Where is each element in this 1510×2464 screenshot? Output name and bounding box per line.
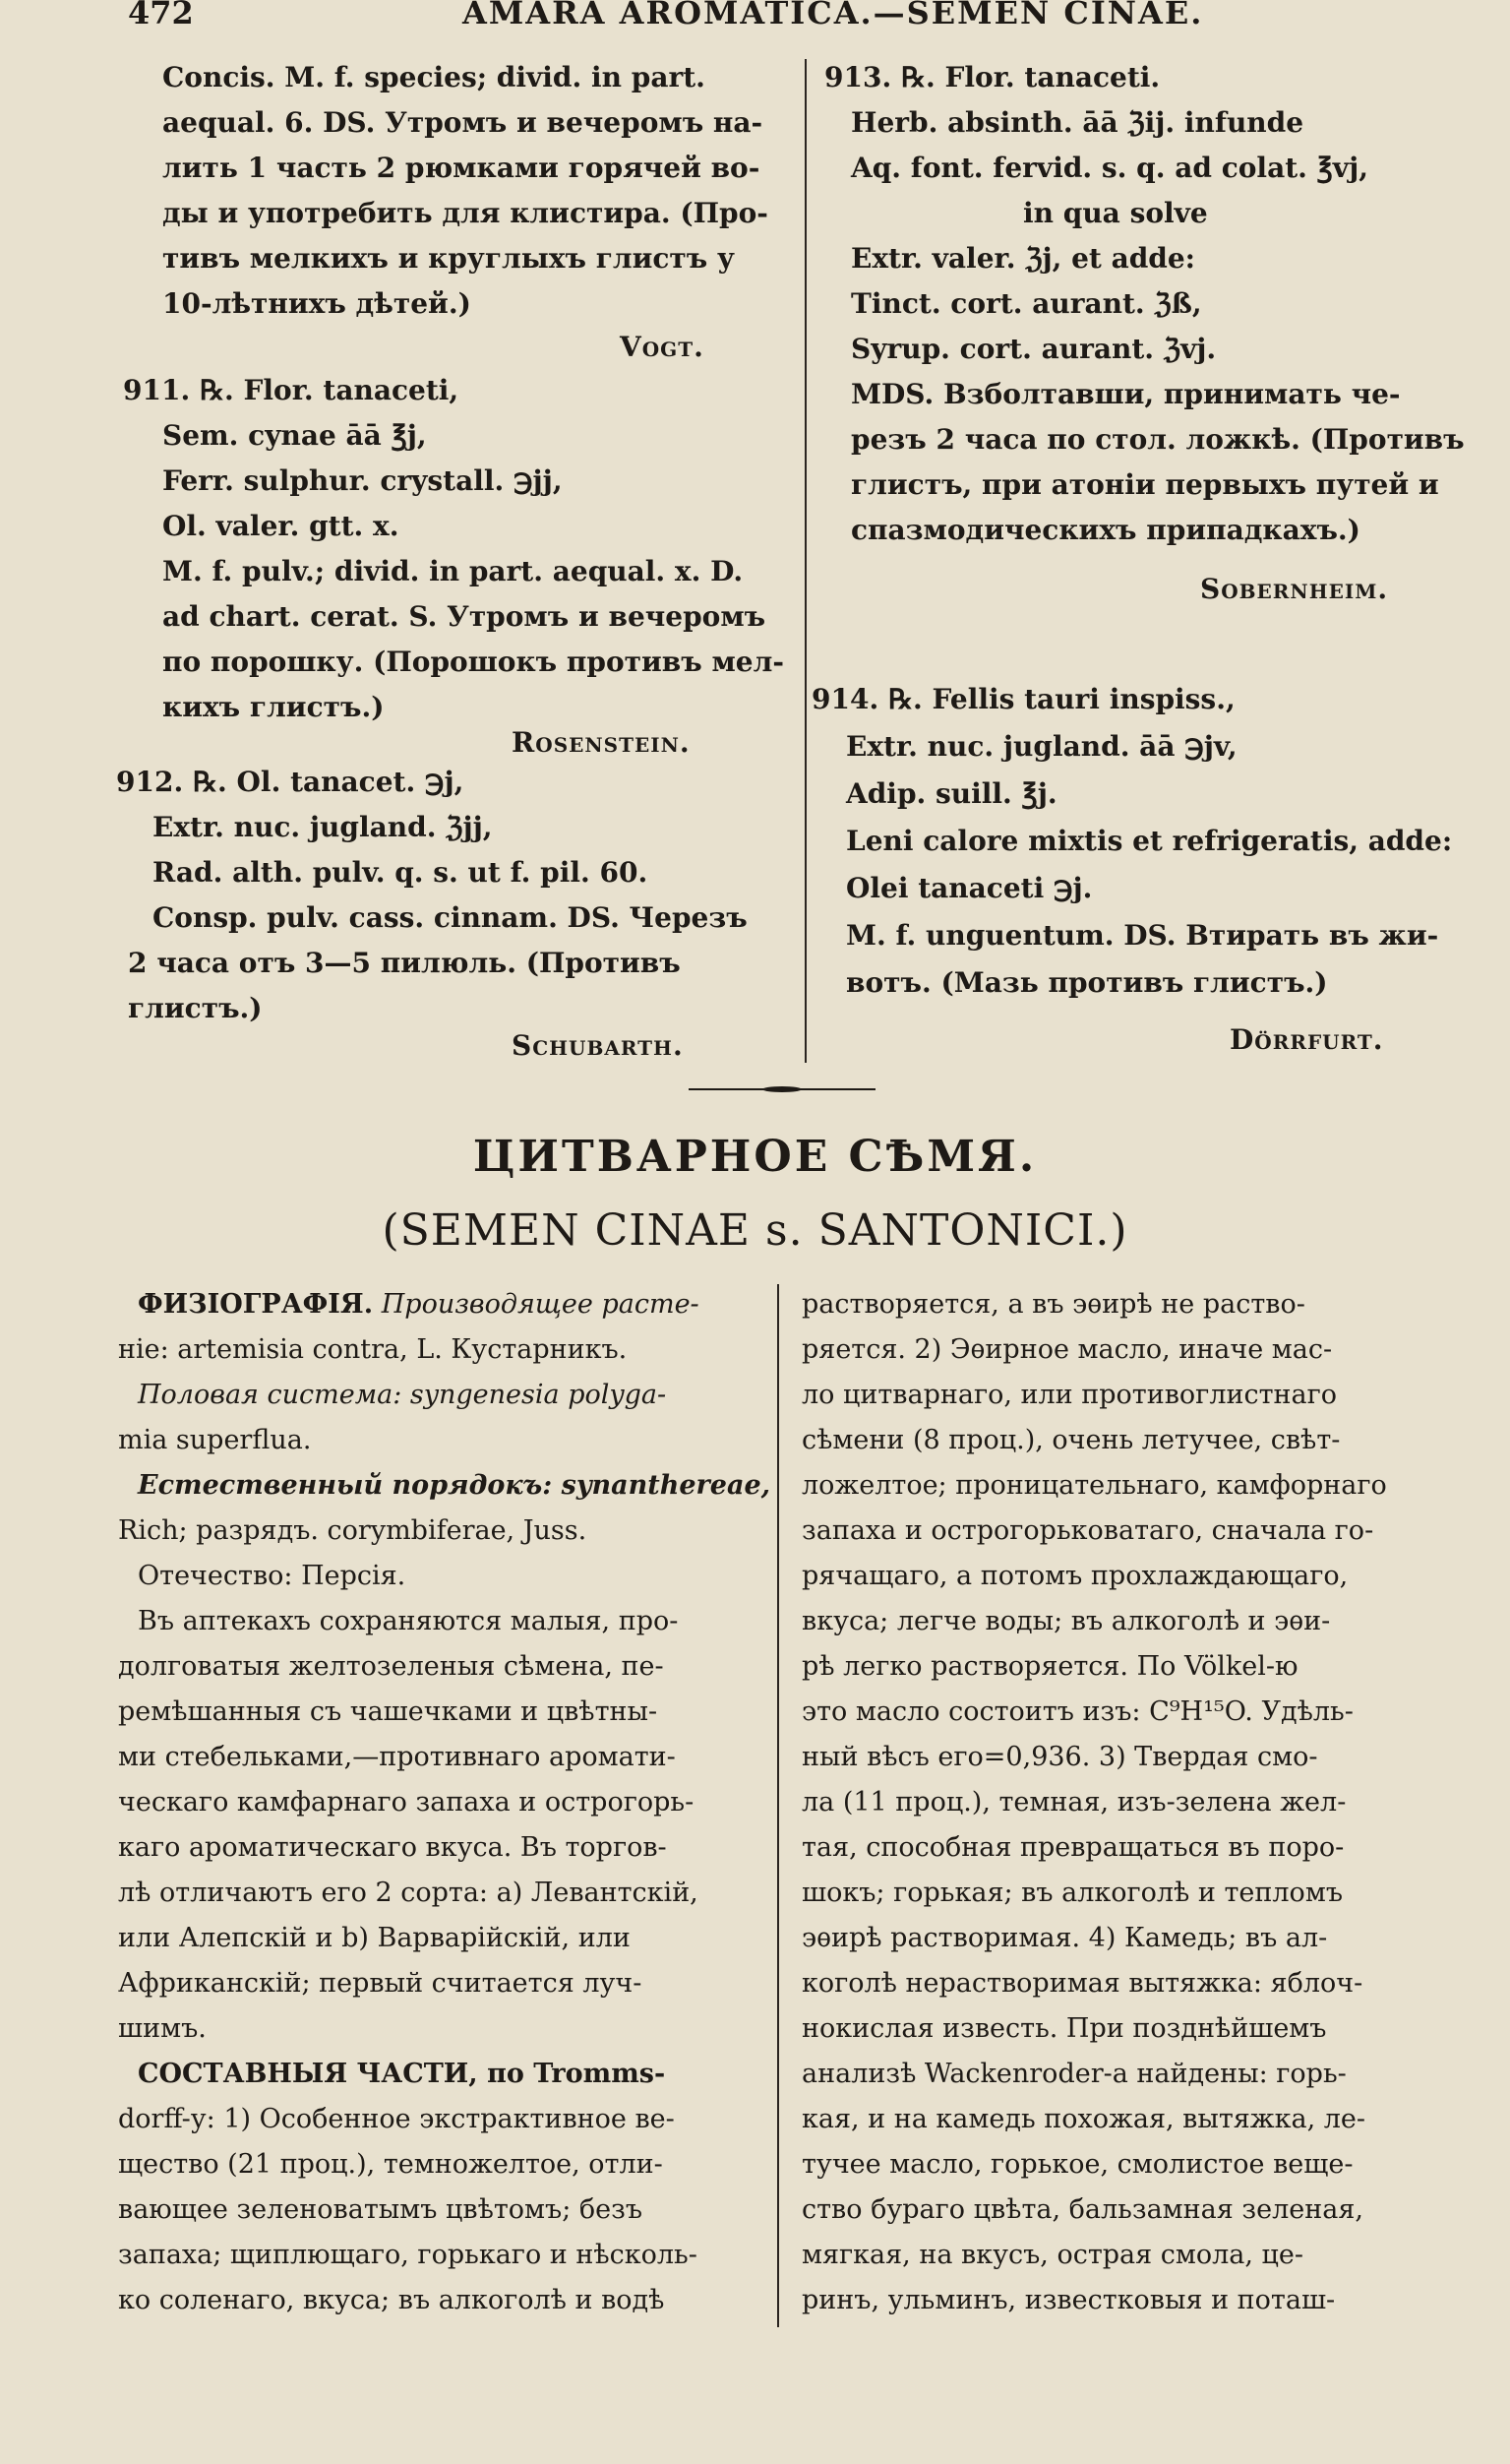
text-line: Sem. cynae āā ℥j, bbox=[162, 419, 427, 452]
text-line: Африканскій; первый считается луч- bbox=[118, 1968, 642, 1999]
text-line: ремѣшанныя съ чашечками и цвѣтны- bbox=[118, 1696, 658, 1727]
text-line: глистъ.) bbox=[128, 992, 263, 1024]
text-line: ло цитварнаго, или противоглистнаго bbox=[802, 1380, 1338, 1410]
text-line: Extr. valer. ℨj, et adde: bbox=[851, 242, 1196, 275]
text-line: ды и употребить для клистира. (Про- bbox=[162, 197, 768, 229]
text-line: тучее масло, горькое, смолистое веще- bbox=[802, 2149, 1354, 2180]
recipe-912-heading: 912. ℞. Ol. tanacet. ℈j, bbox=[116, 766, 464, 798]
text-line: тивъ мелкихъ и круглыхъ глистъ у bbox=[162, 242, 735, 275]
text-line: Syrup. cort. aurant. ℨvj. bbox=[851, 333, 1217, 365]
text-line: ФИЗІОГРАФІЯ. Производящее расте- bbox=[138, 1289, 699, 1320]
text-line: вотъ. (Мазь противъ глистъ.) bbox=[846, 966, 1328, 999]
text-line: ряется. 2) Эѳирное масло, иначе мас- bbox=[802, 1334, 1333, 1365]
text-line: спазмодическихъ припадкахъ.) bbox=[851, 514, 1360, 546]
text-line: Отечество: Персія. bbox=[138, 1561, 406, 1591]
text-line: вкуса; легче воды; въ алкоголѣ и эѳи- bbox=[802, 1606, 1331, 1636]
text-line: рячащаго, а потомъ прохлаждающаго, bbox=[802, 1561, 1349, 1591]
text-line: 2 часа отъ 3—5 пилюль. (Противъ bbox=[128, 947, 681, 979]
author-signature: Sobernheim. bbox=[1200, 573, 1389, 605]
text-line: Ferr. sulphur. crystall. ℈jj, bbox=[162, 464, 563, 497]
text-line: тая, способная превращаться въ поро- bbox=[802, 1832, 1345, 1863]
text-line: кая, и на камедь похожая, вытяжка, ле- bbox=[802, 2104, 1366, 2134]
text-line: ческаго камфарнаго запаха и острогорь- bbox=[118, 1787, 695, 1817]
text-line: ный вѣсъ его=0,936. 3) Твердая смо- bbox=[802, 1742, 1318, 1772]
section-subtitle: (SEMEN CINAE s. SANTONICI.) bbox=[382, 1205, 1128, 1256]
text-line: Leni calore mixtis et refrigeratis, adde: bbox=[846, 825, 1453, 857]
text-line: глистъ, при атоніи первыхъ путей и bbox=[851, 468, 1439, 501]
text-line: долговатыя желтозеленыя сѣмена, пе- bbox=[118, 1651, 664, 1682]
text-line: Естественный порядокъ: synanthereae, bbox=[138, 1470, 771, 1501]
text-line: или Алепскій и b) Варварійскій, или bbox=[118, 1923, 631, 1953]
text-line: in qua solve bbox=[1023, 197, 1208, 229]
text-line: ла (11 проц.), темная, изъ-зелена жел- bbox=[802, 1787, 1347, 1817]
text-line: ко соленаго, вкуса; въ алкоголѣ и водѣ bbox=[118, 2285, 665, 2315]
section-title: ЦИТВАРНОЕ СѢМЯ. bbox=[472, 1132, 1038, 1182]
text-line: mia superflua. bbox=[118, 1425, 312, 1455]
running-header bbox=[0, 0, 1510, 33]
text-line: рѣ легко растворяется. По Völkel-ю bbox=[802, 1651, 1299, 1682]
text-line: Tinct. cort. aurant. ℨß, bbox=[851, 287, 1202, 320]
text-line: эѳирѣ растворимая. 4) Камедь; въ ал- bbox=[802, 1923, 1328, 1953]
text-line: резъ 2 часа по стол. ложкѣ. (Противъ bbox=[851, 423, 1465, 456]
text-line: Concis. M. f. species; divid. in part. bbox=[162, 61, 705, 93]
text-line: щество (21 проц.), темножелтое, отли- bbox=[118, 2149, 663, 2180]
text-line: Половая система: syngenesia polyga- bbox=[138, 1380, 667, 1410]
ornament-divider bbox=[689, 1086, 876, 1092]
text-line: Ol. valer. gtt. x. bbox=[162, 510, 399, 542]
text-line: растворяется, а въ эѳирѣ не раство- bbox=[802, 1289, 1305, 1320]
text-line: сѣмени (8 проц.), очень летучее, свѣт- bbox=[802, 1425, 1341, 1455]
text-line: по порошку. (Порошокъ противъ мел- bbox=[162, 646, 784, 678]
text-line: Extr. nuc. jugland. āā ℈jv, bbox=[846, 730, 1238, 763]
text-line: dorff-у: 1) Особенное экстрактивное ве- bbox=[118, 2104, 675, 2134]
text-line-part: Производящее расте- bbox=[381, 1289, 699, 1320]
text-line: шокъ; горькая; въ алкоголѣ и тепломъ bbox=[802, 1878, 1343, 1908]
text-line: Olei tanaceti ℈j. bbox=[846, 872, 1093, 904]
text-line: Rich; разрядъ. corymbiferae, Juss. bbox=[118, 1515, 587, 1546]
text-line: Aq. font. fervid. s. q. ad colat. ℥vj, bbox=[851, 152, 1368, 184]
text-line: Rad. alth. pulv. q. s. ut f. pil. 60. bbox=[152, 856, 648, 889]
text-line: лѣ отличаютъ его 2 сорта: а) Левантскій, bbox=[118, 1878, 698, 1908]
text-line: M. f. unguentum. DS. Втирать въ жи- bbox=[846, 919, 1439, 952]
text-line: мягкая, на вкусъ, острая смола, це- bbox=[802, 2240, 1304, 2270]
text-line: aequal. 6. DS. Утромъ и вечеромъ на- bbox=[162, 106, 763, 139]
text-line: ринъ, ульминъ, известковыя и поташ- bbox=[802, 2285, 1336, 2315]
text-line: анализѣ Wackenroder-а найдены: горь- bbox=[802, 2059, 1347, 2089]
page-number: 472 bbox=[128, 0, 194, 31]
text-line: ad chart. cerat. S. Утромъ и вечеромъ bbox=[162, 600, 766, 633]
author-signature: Dörrfurt. bbox=[1230, 1023, 1384, 1056]
text-line: Въ аптекахъ сохраняются малыя, про- bbox=[138, 1606, 679, 1636]
text-line: шимъ. bbox=[118, 2013, 207, 2044]
text-line: Extr. nuc. jugland. ℨjj, bbox=[152, 811, 493, 843]
author-signature: Vogt. bbox=[620, 331, 704, 363]
text-line: кихъ глистъ.) bbox=[162, 691, 385, 723]
text-line: лить 1 часть 2 рюмками горячей во- bbox=[162, 152, 760, 184]
author-signature: Schubarth. bbox=[512, 1029, 684, 1062]
text-line: запаха; щиплющаго, горькаго и нѣсколь- bbox=[118, 2240, 697, 2270]
text-line: Consp. pulv. cass. cinnam. DS. Черезъ bbox=[152, 901, 748, 934]
text-line: запаха и острогорьковатаго, сначала го- bbox=[802, 1515, 1374, 1546]
text-line: ніе: artemisia contra, L. Кустарникъ. bbox=[118, 1334, 628, 1365]
text-line: СОСТАВНЫЯ ЧАСТИ, по Tromms- bbox=[138, 2059, 666, 2089]
running-title: AMARA AROMATICA.—SEMEN CINAE. bbox=[462, 0, 1204, 31]
recipe-911-heading: 911. ℞. Flor. tanaceti, bbox=[123, 374, 459, 406]
text-line: нокислая известь. При позднѣйшемъ bbox=[802, 2013, 1327, 2044]
recipe-914-heading: 914. ℞. Fellis tauri inspiss., bbox=[812, 683, 1236, 715]
column-divider bbox=[805, 59, 807, 1063]
column-divider bbox=[777, 1284, 779, 2327]
text-line: ми стебельками,—противнаго аромати- bbox=[118, 1742, 676, 1772]
author-signature: Rosenstein. bbox=[512, 726, 691, 759]
text-line: ство бураго цвѣта, бальзамная зеленая, bbox=[802, 2194, 1363, 2225]
recipe-913-heading: 913. ℞. Flor. tanaceti. bbox=[824, 61, 1161, 93]
text-line: каго ароматическаго вкуса. Въ торгов- bbox=[118, 1832, 667, 1863]
text-line: вающее зеленоватымъ цвѣтомъ; безъ bbox=[118, 2194, 643, 2225]
text-line: ложелтое; проницательнаго, камфорнаго bbox=[802, 1470, 1387, 1501]
text-line: это масло состоитъ изъ: C⁹H¹⁵O. Удѣль- bbox=[802, 1696, 1354, 1727]
text-line: M. f. pulv.; divid. in part. aequal. x. D. bbox=[162, 555, 744, 587]
text-line: коголѣ нерастворимая вытяжка: яблоч- bbox=[802, 1968, 1363, 1999]
text-line: Herb. absinth. āā ℨij. infunde bbox=[851, 106, 1304, 139]
text-line: MDS. Взболтавши, принимать че- bbox=[851, 378, 1401, 410]
text-line: Adip. suill. ℥j. bbox=[846, 777, 1057, 810]
text-line: 10-лѣтнихъ дѣтей.) bbox=[162, 287, 471, 320]
